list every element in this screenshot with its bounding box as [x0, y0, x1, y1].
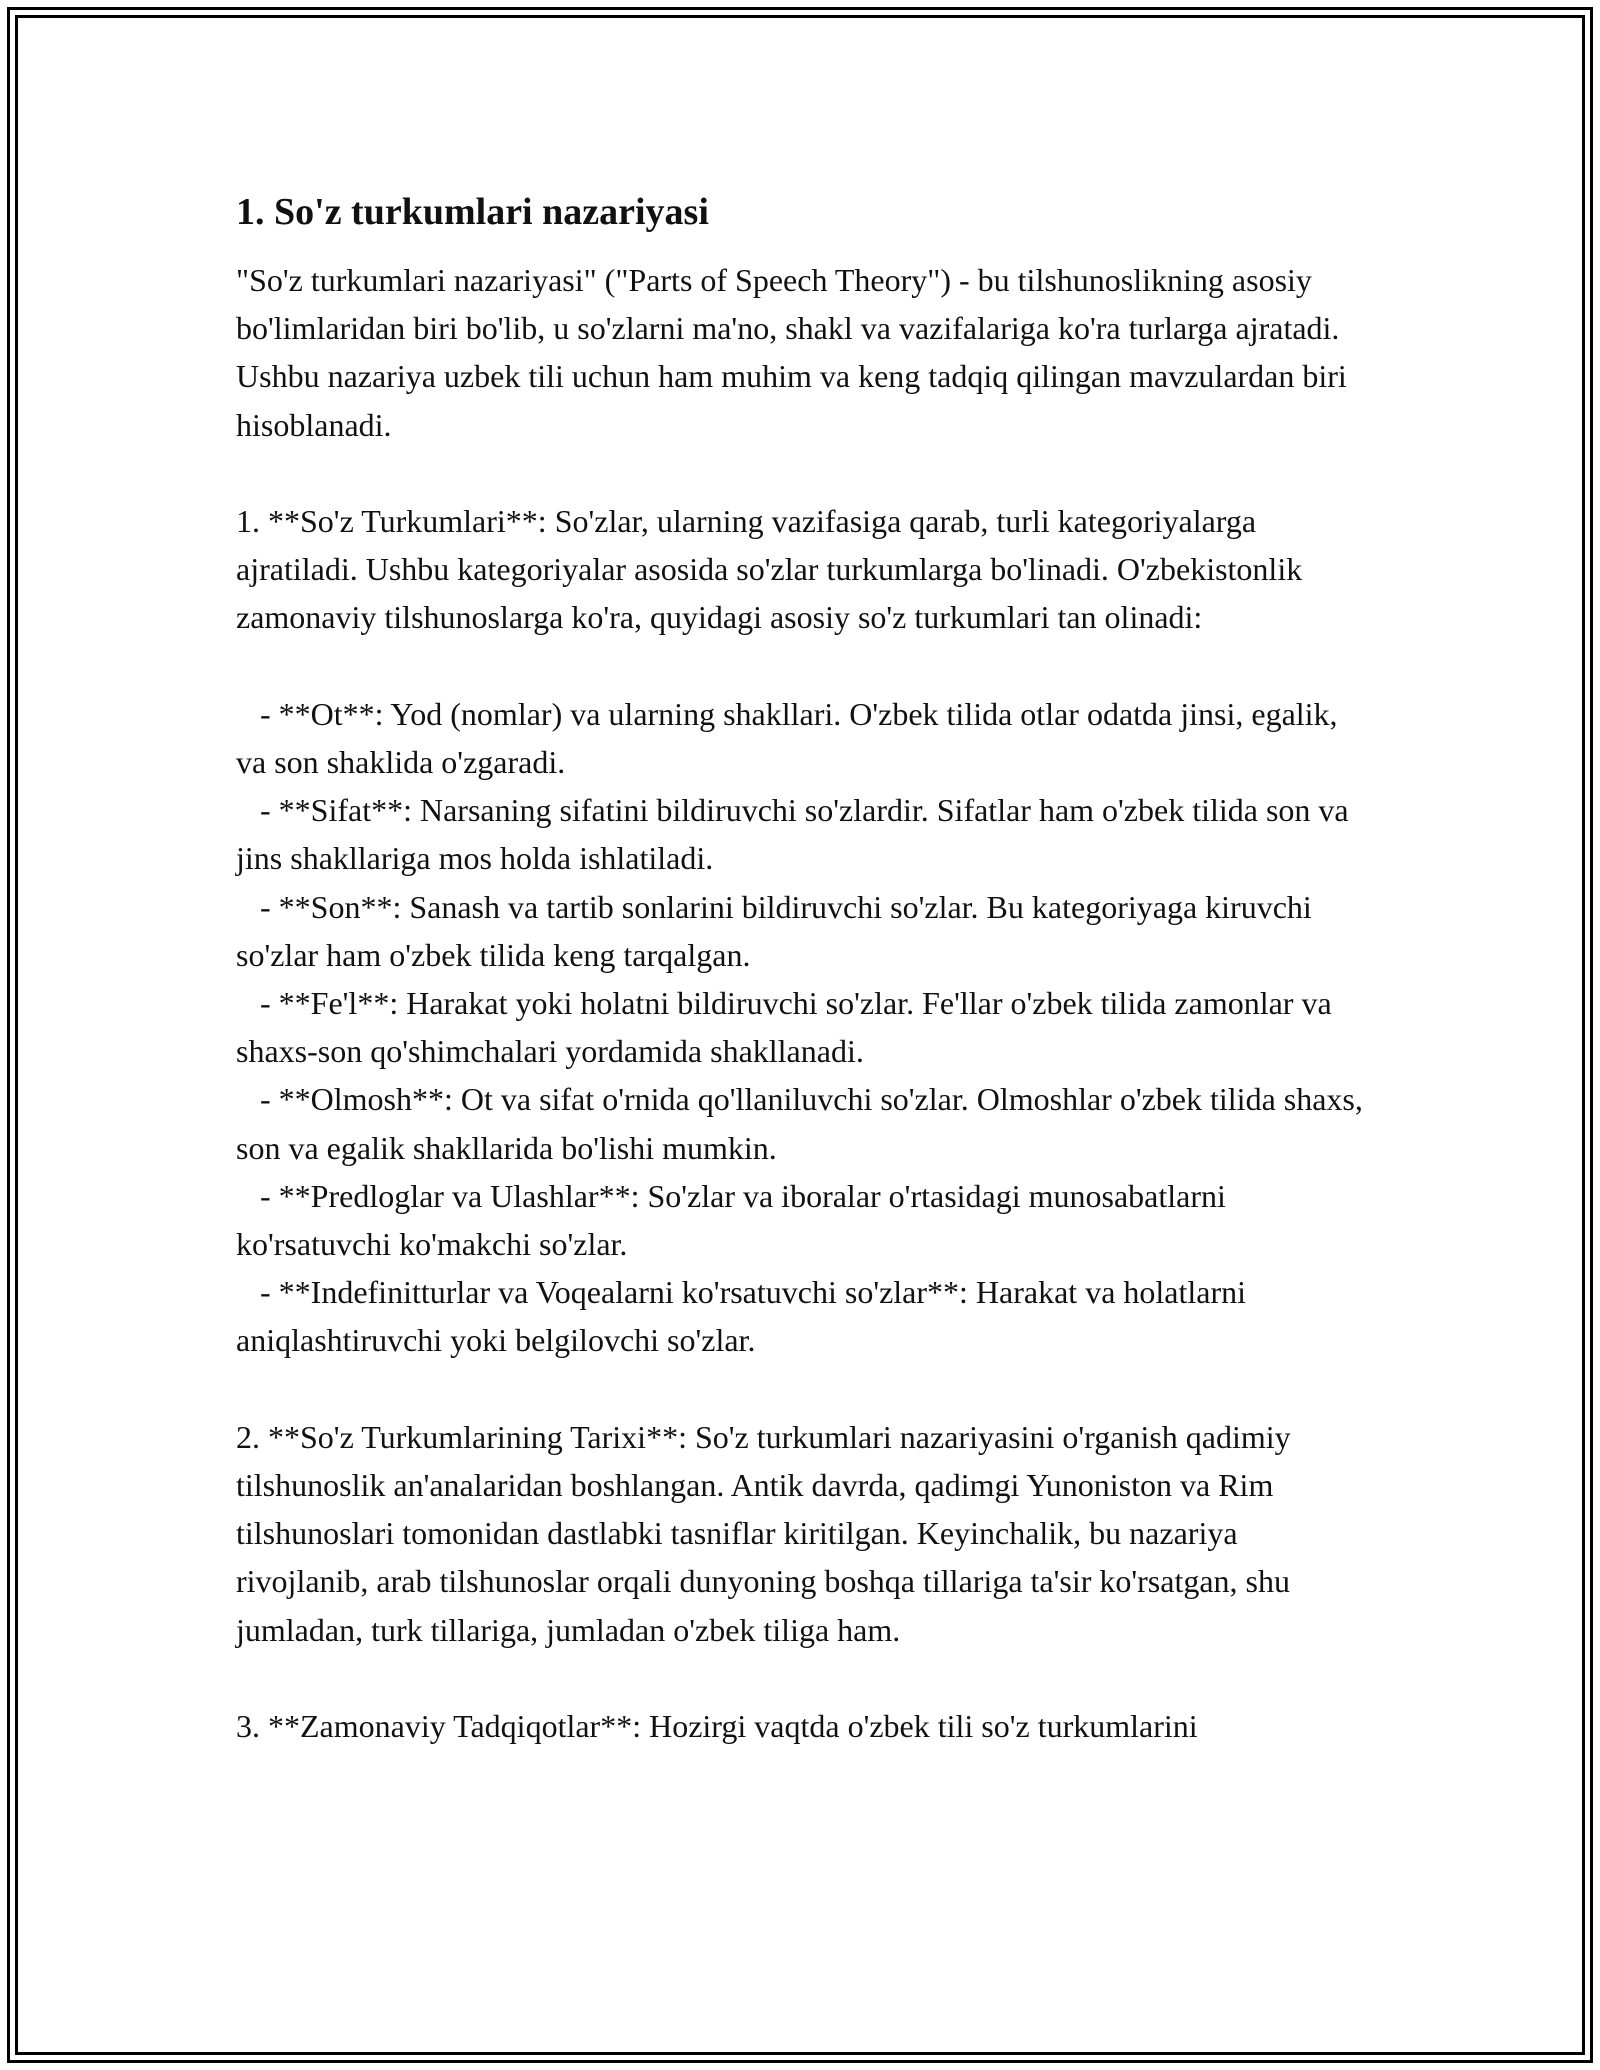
list-item-son: - **Son**: Sanash va tartib sonlarini bildiruvchi so'zlar. Bu kategoriyaga kiruvchi so'zlar ham o'zbek tilida keng tarqalgan. — [236, 888, 1320, 973]
list-item-ot: - **Ot**: Yod (nomlar) va ularning shakllari. O'zbek tilida otlar odatda jinsi, egalik, va son shaklida o'zgaradi. — [236, 695, 1346, 780]
list-item-sifat: - **Sifat**: Narsaning sifatini bildiruvchi so'zlardir. Sifatlar ham o'zbek tilida son va jins shakllariga mos holda ishlatiladi. — [236, 792, 1357, 877]
document-body — [236, 186, 1371, 1750]
paragraph-spacer — [236, 449, 1366, 497]
paragraph-spacer — [236, 1365, 1366, 1413]
list-item-olmosh: - **Olmosh**: Ot va sifat o'rnida qo'llaniluvchi so'zlar. Olmoshlar o'zbek tilida shaxs, son va egalik shakllarida bo'lishi mumkin. — [236, 1081, 1371, 1166]
list-item-fel: - **Fe'l**: Harakat yoki holatni bildiruvchi so'zlar. Fe'llar o'zbek tilida zamonlar va shaxs-son qo'shimchalari yordamida shakllanadi. — [236, 985, 1340, 1070]
list-item-predloglar: - **Predloglar va Ulashlar**: So'zlar va iboralar o'rtasidagi munosabatlarni ko'rsatuvchi ko'makchi so'zlar. — [236, 1177, 1234, 1263]
section-1-paragraph: 1. **So'z Turkumlari**: So'zlar, ularning vazifasiga qarab, turli kategoriyalarga ajratiladi. Ushbu kategoriyalar asosida so'zlar turkumlarga bo'linadi. O'zbekistonlik zamonaviy tilshunoslarga ko'ra, quyidagi asosiy so'z turkumlari tan olinadi: — [236, 503, 1311, 636]
paragraph-spacer — [236, 642, 1366, 690]
section-3-paragraph: 3. **Zamonaviy Tadqiqotlar**: Hozirgi vaqtda o'zbek tili so'z turkumlarini — [236, 1708, 1198, 1745]
word-class-list — [236, 690, 1371, 1365]
paragraph-spacer — [236, 1654, 1366, 1702]
section-heading: 1. So'z turkumlari nazariyasi — [236, 191, 709, 233]
list-item-indefinitturlar: - **Indefinitturlar va Voqealarni ko'rsatuvchi so'zlar**: Harakat va holatlarni aniqlashtiruvchi yoki belgilovchi so'zlar. — [236, 1274, 1255, 1359]
section-2-paragraph: 2. **So'z Turkumlarining Tarixi**: So'z turkumlari nazariyasini o'rganish qadimiy tilshunoslik an'analaridan boshlangan. Antik davrda, qadimgi Yunoniston va Rim tilshunoslari tomonidan dastlabki tasniflar kiritilgan. Keyinchalik, bu nazariya rivojlanib, arab tilshunoslar orqali dunyoning boshqa tillariga ta'sir ko'rsatgan, shu jumladan, turk tillariga, jumladan o'zbek tiliga ham. — [236, 1418, 1299, 1648]
intro-paragraph: "So'z turkumlari nazariyasi" ("Parts of Speech Theory") - bu tilshunoslikning asosiy bo'limlaridan biri bo'lib, u so'zlarni ma'no, shakl va vazifalariga ko'ra turlarga ajratadi. Ushbu nazariya uzbek tili uchun ham muhim va keng tadqiq qilingan mavzulardan biri hisoblanadi. — [236, 262, 1355, 443]
